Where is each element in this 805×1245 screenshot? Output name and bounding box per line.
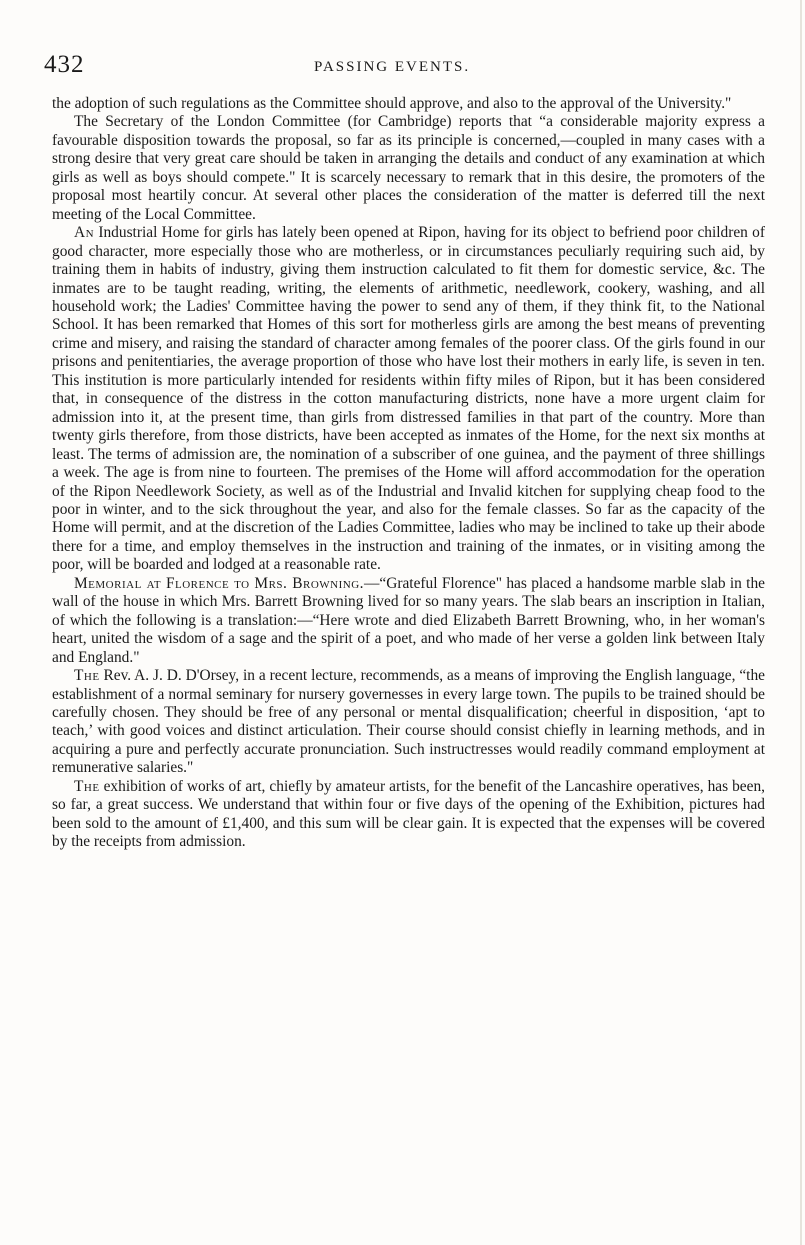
paragraph-1 — [52, 95, 765, 113]
paragraph-1-text: the adoption of such regulations as the Committee should approve, and also to the approval of the University." — [52, 95, 732, 112]
article-body — [52, 95, 765, 852]
paragraph-2 — [52, 113, 765, 224]
paragraph-3-lead: An — [74, 224, 95, 242]
paragraph-4 — [52, 575, 765, 667]
paragraph-2-text: The Secretary of the London Committee (for Cambridge) reports that “a considerable majority express a favourable disposition towards the proposal, so far as its principle is concerned,—coupled in many cases with a strong desire that very great care should be taken in arranging the details and conduct of any examination at which girls as well as boys should compete." It is scarcely necessary to remark that in this desire, the promoters of the proposal most heartily concur. At several other places the consideration of the matter is deferred till the next meeting of the Local Committee. — [52, 113, 765, 223]
paragraph-5-text: Rev. A. J. D. D'Orsey, in a recent lecture, recommends, as a means of improving the English language, “the establishment of a normal seminary for nursery governesses in every large town. The pupils to be trained should be carefully chosen. They should be free of any personal or mental disqualification; cheerful in disposition, ‘apt to teach,’ with good voices and distinct articulation. Their course should consist chiefly in learning methods, and in acquiring a pure and perfectly accurate pronunciation. Such instructresses would readily command employment at remunerative salaries." — [52, 667, 765, 777]
paragraph-6-lead: The — [74, 777, 100, 795]
paragraph-5 — [52, 667, 765, 778]
paragraph-6 — [52, 778, 765, 852]
paragraph-3 — [52, 224, 765, 575]
paragraph-6-text: exhibition of works of art, chiefly by amateur artists, for the benefit of the Lancashire operatives, has been, so far, a great success. We understand that within four or five days of the opening of the Exhibition, pictures had been sold to the amount of £1,400, and this sum will be clear gain. It is expected that the expenses will be covered by the receipts from admission. — [52, 777, 765, 851]
running-title: PASSING EVENTS. — [314, 59, 471, 75]
paragraph-4-lead: Memorial at Florence to Mrs. Browning. — [74, 574, 364, 592]
paragraph-4-text: —“Grateful Florence" has placed a handsome marble slab in the wall of the house in which Mrs. Barrett Browning lived for so many years. The slab bears an inscription in Italian, of which the following is a translation:—“Here wrote and died Elizabeth Barrett Browning, who, in her woman's heart, united the wisdom of a sage and the spirit of a poet, and who made of her verse a golden link between Italy and England." — [52, 574, 765, 666]
page-number: 432 — [44, 51, 85, 78]
page-edge-divider — [800, 0, 802, 1245]
running-head — [44, 50, 764, 80]
paragraph-3-text: Industrial Home for girls has lately been opened at Ripon, having for its object to befriend poor children of good character, more especially those who are motherless, or in circumstances peculiarly requiring such aid, by training them in habits of industry, giving them instruction calculated to fit them for domestic service, &c. The inmates are to be taught reading, writing, the elements of arithmetic, needlework, cookery, washing, and all household work; the Ladies' Committee having the power to send any of them, if they think fit, to the National School. It has been remarked that Homes of this sort for motherless girls are among the best means of preventing crime and misery, and raising the standard of character among females of the poorer class. Of the girls found in our prisons and penitentiaries, the average proportion of those who have lost their mothers in early life, is seven in ten. This institution is more particularly intended for residents within fifty miles of Ripon, but it has been considered that, in consequence of the distress in the cotton manufacturing districts, none have a more urgent claim for admission into it, at the present time, than girls from distressed families in that part of the country. More than twenty girls therefore, from those districts, have been accepted as inmates of the Home, for the next six months at least. The terms of admission are, the nomination of a subscriber of one guinea, and the payment of three shillings a week. The age is from nine to fourteen. The premises of the Home will afford accommodation for the operation of the Ripon Needlework Society, as well as of the Industrial and Invalid kitchen for supplying cheap food to the poor in winter, and to the sick throughout the year, and also for the female classes. So far as the capacity of the Home will permit, and at the discretion of the Ladies Committee, ladies who may be inclined to take up their abode there for a time, and employ themselves in the instruction and training of the inmates, or in visiting among the poor, will be boarded and lodged at a reasonable rate. — [52, 224, 765, 574]
paragraph-5-lead: The — [74, 667, 100, 685]
